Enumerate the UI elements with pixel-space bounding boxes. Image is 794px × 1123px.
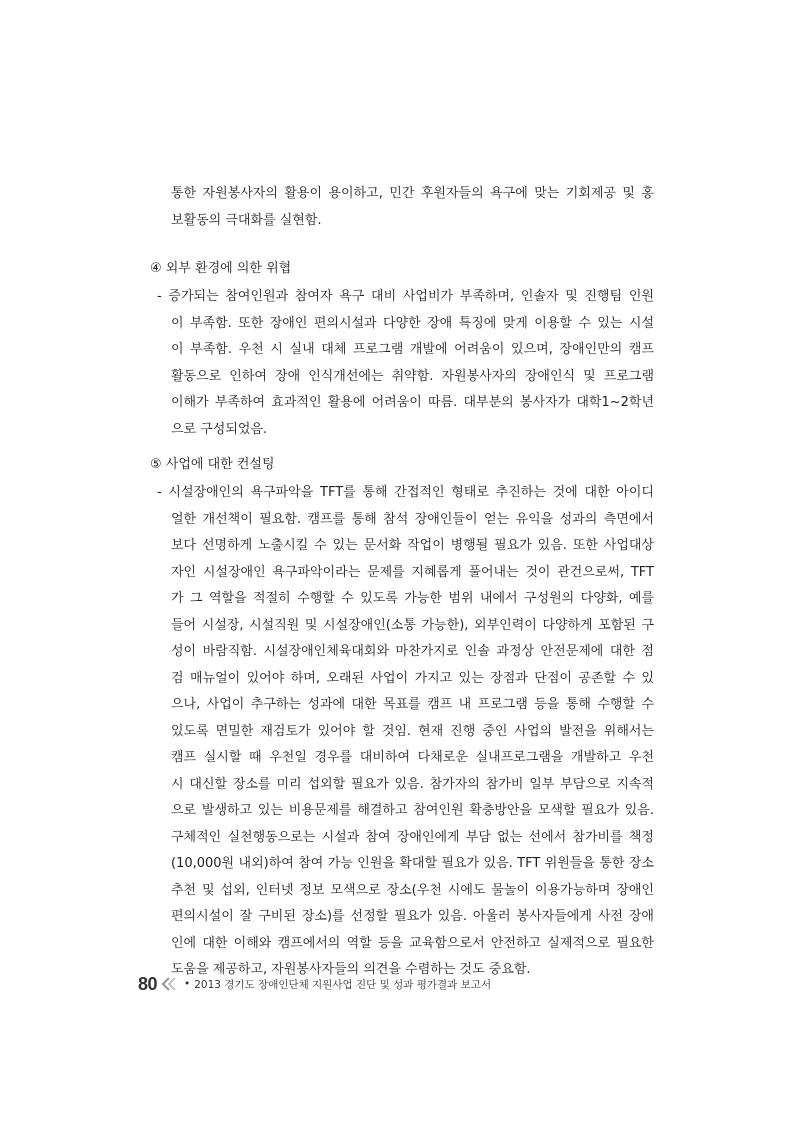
paragraph-line: 보활동의 극대화를 실현함.: [171, 212, 322, 228]
section-4-heading: ④ 외부 환경에 의한 위협: [150, 261, 292, 276]
paragraph-line: 검 매뉴얼이 있어야 하며, 오래된 사업이 가지고 있는 장점과 단점이 공존할 수 있: [171, 670, 654, 686]
paragraph-line: 캠프 실시할 때 우천일 경우를 대비하여 다채로운 실내프로그램을 개발하고 우천: [171, 750, 654, 765]
paragraph-line: 얼한 개선책이 필요함. 캠프를 통해 참석 장애인들이 얻는 유익을 성과의 측면에서: [171, 511, 654, 527]
page-footer: [138, 972, 491, 996]
paragraph-line: 도움을 제공하고, 자원봉사자들의 의견을 수렴하는 것도 중요함.: [171, 962, 531, 977]
paragraph-line: - 시설장애인의 욕구파악을 TFT를 통해 간접적인 형태로 추진하는 것에 대한 아이디: [157, 485, 654, 500]
double-chevron-icon: [160, 976, 180, 992]
paragraph-line: 으로 구성되었음.: [171, 421, 268, 437]
paragraph-line: 성이 바람직함. 시설장애인체육대회와 마찬가지로 인솔 과정상 안전문제에 대한 점: [171, 644, 654, 659]
paragraph-line: 편의시설이 잘 구비된 장소)를 선정할 필요가 있음. 아울러 봉사자들에게 사전 장애: [171, 909, 654, 924]
paragraph-line: 통한 자원봉사자의 활용이 용이하고, 민간 후원자들의 욕구에 맞는 기회제공 및 홍: [171, 186, 654, 201]
paragraph-line: 자인 시설장애인 욕구파악이라는 문제를 지혜롭게 풀어내는 것이 관건으로써, TFT: [171, 564, 654, 580]
paragraph-line: 보다 선명하게 노출시킬 수 있는 문서화 작업이 병행될 필요가 있음. 또한 사업대상: [171, 538, 654, 553]
paragraph-line: 이 부족함. 또한 장애인 편의시설과 다양한 장애 특징에 맞게 이용할 수 있는 시설: [171, 315, 654, 331]
paragraph-line: 이해가 부족하여 효과적인 활용에 어려움이 따름. 대부분의 봉사자가 대학1~2학년: [171, 395, 654, 410]
footer-bullet: •: [184, 978, 191, 990]
paragraph-line: - 증가되는 참여인원과 참여자 욕구 대비 사업비가 부족하며, 인솔자 및 진행팀 인원: [157, 289, 654, 304]
paragraph-line: 구체적인 실천행동으로는 시설과 참여 장애인에게 부담 없는 선에서 참가비를 책정: [171, 829, 654, 845]
paragraph-line: 가 그 역할을 적절히 수행할 수 있도록 가능한 범위 내에서 구성원의 다양화, 예를: [171, 591, 654, 606]
paragraph-line: 이 부족함. 우천 시 실내 대체 프로그램 개발에 어려움이 있으며, 장애인만의 캠프: [171, 342, 654, 357]
page-number: 80: [138, 973, 158, 994]
paragraph-line: (10,000원 내외)하여 참여 가능 인원을 확대할 필요가 있음. TFT 위원들을 통한 장소: [171, 856, 654, 871]
paragraph-line: 있도록 면밀한 재검토가 있어야 할 것임. 현재 진행 중인 사업의 발전을 위해서는: [171, 723, 654, 739]
paragraph-line: 으로 발생하고 있는 비용문제를 해결하고 참여인원 확충방안을 모색할 필요가 있음.: [171, 803, 654, 818]
paragraph-line: 활동으로 인하여 장애 인식개선에는 취약함. 자원봉사자의 장애인식 및 프로그램: [171, 368, 654, 384]
paragraph-line: 들어 시설장, 시설직원 및 시설장애인(소통 가능한), 외부인력이 다양하게 포함된 구: [171, 617, 654, 633]
footer-report-title: 2013 경기도 장애인단체 지원사업 진단 및 성과 평가결과 보고서: [194, 978, 492, 991]
paragraph-line: 인에 대한 이해와 캠프에서의 역할 등을 교육함으로서 안전하고 실제적으로 필요한: [171, 935, 654, 951]
paragraph-line: 으나, 사업이 추구하는 성과에 대한 목표를 캠프 내 프로그램 등을 통해 수행할 수: [171, 697, 654, 712]
section-5-heading: ⑤ 사업에 대한 컨설팅: [150, 457, 275, 472]
paragraph-line: 시 대신할 장소를 미리 섭외할 필요가 있음. 참가자의 참가비 일부 부담으로 지속적: [171, 776, 654, 792]
paragraph-line: 추천 및 섭외, 인터넷 정보 모색으로 장소(우천 시에도 물놀이 이용가능하며 장애인: [171, 882, 654, 898]
